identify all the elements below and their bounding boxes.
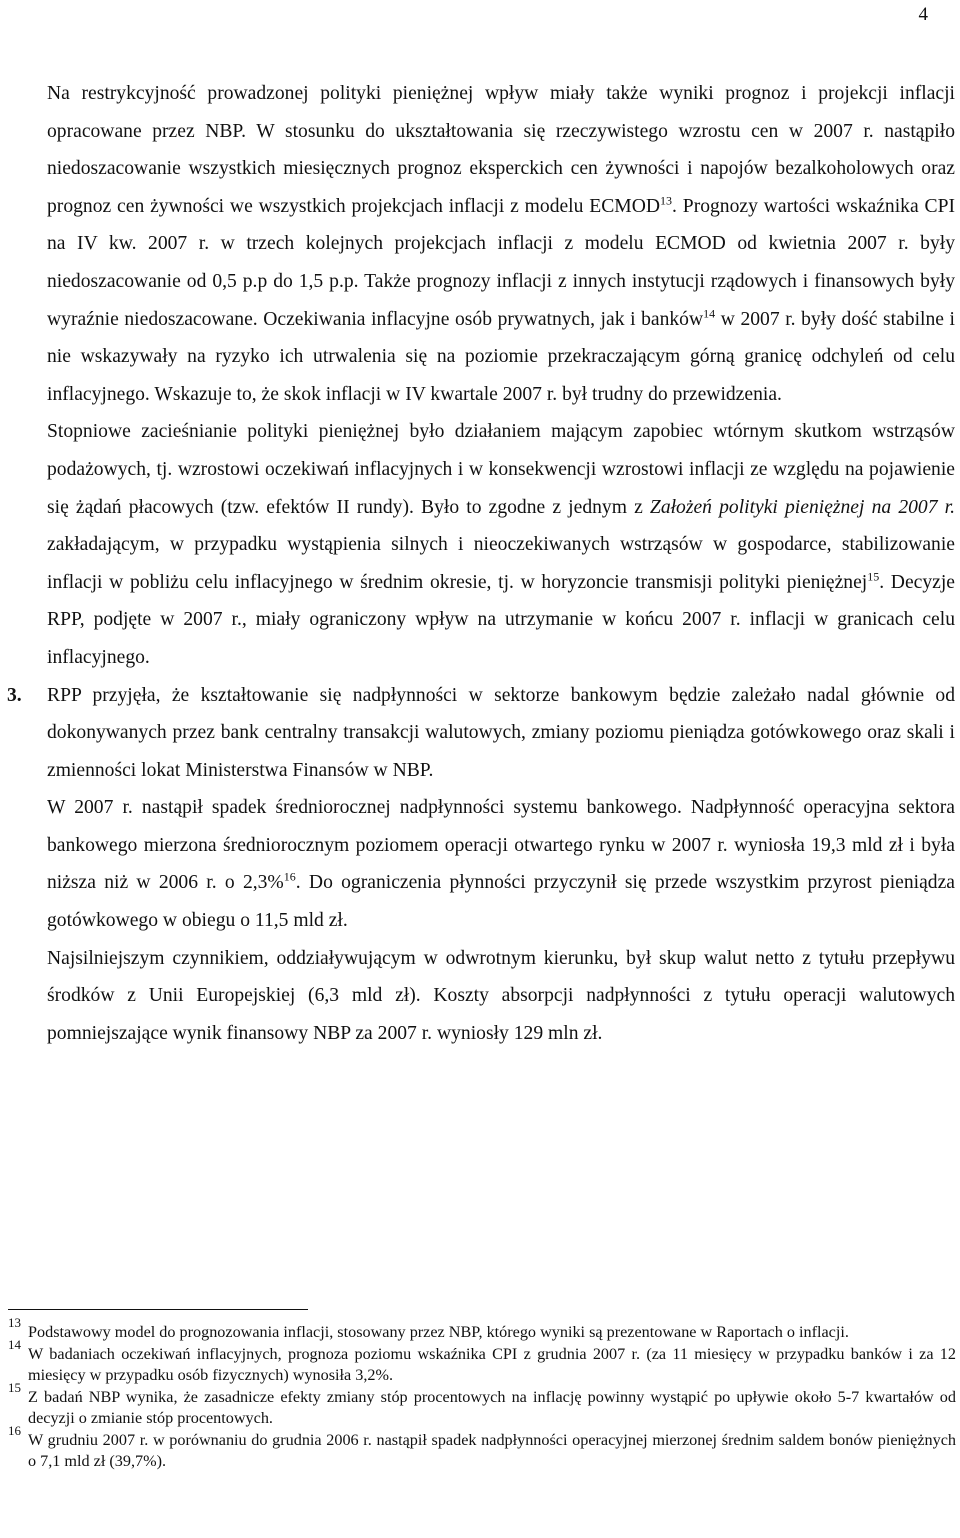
footnote-text: Podstawowy model do prognozowania inflacji, stosowany przez NBP, którego wyniki są prezentowane w Raportach o inflacji. [28, 1323, 849, 1341]
paragraph-text: Stopniowe zacieśnianie polityki pieniężnej było działaniem mającym zapobiec wtórnym skutkom wstrząsów podażowych, tj. wzrostowi oczekiwań inflacyjnych i w konsekwencji wzrostowi inflacji ze względu na pojawienie się żądań płacowych (tzw. efektów II rundy). Było to zgodne z jednym z [47, 421, 955, 518]
footnote-ref-15[interactable]: 15 [867, 569, 880, 584]
footnote-ref-14[interactable]: 14 [703, 306, 716, 321]
footnote-number: 14 [8, 1337, 21, 1352]
paragraph-text: zakładającym, w przypadku wystąpienia silnych i nieoczekiwanych wstrząsów w gospodarce, stabilizowanie inflacji w pobliżu celu inflacyjnego w średnim okresie, tj. w horyzoncie transmisji polityki pieniężnej [47, 534, 955, 593]
footnote-13 [8, 1315, 956, 1343]
paragraph-excess-liquidity: RPP przyjęła, że kształtowanie się nadpłynności w sektorze bankowym będzie zależało nadal głównie od dokonywanych przez bank centralny transakcji walutowych, zmiany poziomu pieniądza gotówkowego oraz skali i zmienności lokat Ministerstwa Finansów w NBP. [47, 684, 955, 781]
footnote-16 [8, 1423, 956, 1472]
footnote-text: W grudniu 2007 r. w porównaniu do grudnia 2006 r. nastąpił spadek nadpłynności operacyjnej mierzonej średnim saldem bonów pieniężnych o 7,1 mld zł (39,7%). [28, 1431, 956, 1470]
footnote-separator [8, 1309, 308, 1310]
italic-title: Założeń polityki pieniężnej na 2007 r. [649, 496, 955, 518]
footnote-ref-13[interactable]: 13 [660, 193, 673, 208]
paragraph-text: . Prognozy wartości wskaźnika CPI na IV kw. 2007 r. w trzech kolejnych projekcjach inflacji z modelu ECMOD od kwietnia 2007 r. były niedoszacowanie od 0,5 p.p do 1,5 p.p. Także prognozy inflacji z innych instytucji rządowych i finansowych były wyraźnie niedoszacowane. Oczekiwania inflacyjne osób prywatnych, jak i banków [47, 195, 955, 330]
footnote-text: W badaniach oczekiwań inflacyjnych, prognoza poziomu wskaźnika CPI z grudnia 2007 r. (za 11 miesięcy w przypadku banków i za 12 miesięcy w przypadku osób fizycznych) wynosiła 3,2%. [28, 1345, 956, 1384]
footnote-14 [8, 1337, 956, 1386]
paragraph-text: . Do ograniczenia płynności przyczynił się przede wszystkim przyrost pieniądza gotówkowego w obiegu o 11,5 mld zł. [47, 872, 955, 932]
paragraph-liquidity-decline [47, 789, 955, 939]
paragraph-text: Na restrykcyjność prowadzonej polityki pieniężnej wpływ miały także wyniki prognoz i projekcji inflacji opracowane przez NBP. W stosunku do ukształtowania się rzeczywistego wzrostu cen w 2007 r. nastąpiło niedoszacowanie wszystkich miesięcznych prognoz eksperckich cen żywności i napojów bezalkoholowych oraz prognoz cen żywności we wszystkich projekcjach inflacji z modelu ECMOD [47, 83, 955, 217]
footnote-number: 15 [8, 1380, 21, 1395]
item-number: 3. [7, 684, 22, 706]
numbered-item-3 [7, 677, 955, 1053]
footnote-text: Z badań NBP wynika, że zasadnicze efekty zmiany stóp procentowych na inflację powinny wystąpić po upływie około 5-7 kwartałów od decyzji o zmianie stóp procentowych. [28, 1388, 956, 1427]
paragraph-tightening [47, 413, 955, 676]
footnote-number: 16 [8, 1423, 21, 1438]
footnote-ref-16[interactable]: 16 [283, 869, 296, 884]
paragraph-currency-purchase: Najsilniejszym czynnikiem, oddziaływującym w odwrotnym kierunku, był skup walut netto z tytułu przepływu środków z Unii Europejskiej (6,3 mld zł). Koszty absorpcji nadpłynności z tytułu operacji walutowych pomniejszające wynik finansowy NBP za 2007 r. wyniosły 129 mln zł. [47, 947, 955, 1044]
paragraph-text: W 2007 r. nastąpił spadek średniorocznej nadpłynności systemu bankowego. Nadpłynność operacyjna sektora bankowego mierzona średniorocznym poziomem operacji otwartego rynku w 2007 r. wyniosła 19,3 mld zł i była niższa niż w 2006 r. o 2,3% [47, 797, 955, 894]
paragraph-text: w 2007 r. były dość stabilne i nie wskazywały na ryzyko ich utrwalenia się na poziomie przekraczającym górną granicę odchyleń od celu inflacyjnego. Wskazuje to, że skok inflacji w IV kwartale 2007 r. był trudny do przewidzenia. [47, 308, 956, 405]
footnotes [8, 1315, 956, 1473]
footnote-number: 13 [8, 1315, 21, 1330]
page-number: 4 [918, 4, 928, 25]
footnote-15 [8, 1380, 956, 1429]
paragraph-text: . Decyzje RPP, podjęte w 2007 r., miały ograniczony wpływ na utrzymanie w końcu 2007 r. inflacji w granicach celu inflacyjnego. [47, 571, 955, 668]
main-text [7, 75, 956, 1052]
paragraph-restrictiveness [47, 75, 955, 413]
